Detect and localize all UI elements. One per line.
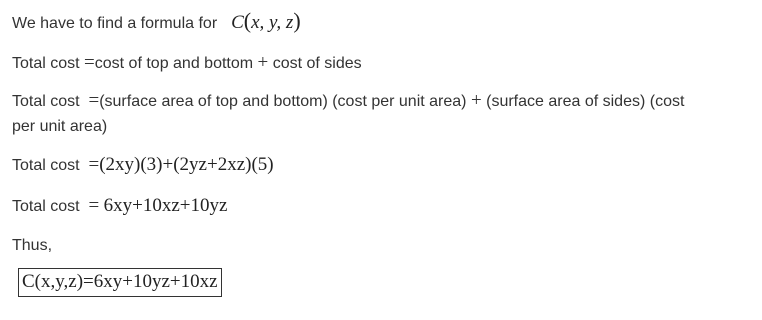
total-cost-line-1 <box>12 53 362 74</box>
equals-sign: = <box>88 90 100 111</box>
equals-sign: = <box>88 154 100 175</box>
cost-expression-expanded: (2xy)(3)+(2yz+2xz)(5) <box>99 154 274 175</box>
equals-sign: = <box>84 52 95 73</box>
function-args: x, y, z <box>251 12 294 33</box>
final-formula-box <box>18 268 222 297</box>
thus-label: Thus, <box>12 237 53 254</box>
total-cost-label: Total cost <box>12 55 80 72</box>
intro-text: We have to find a formula for <box>12 15 218 32</box>
total-cost-label: Total cost <box>12 93 80 110</box>
total-cost-line-2 <box>12 91 684 112</box>
area-sides: (surface area of sides) (cost <box>486 93 685 110</box>
intro-line <box>12 8 301 34</box>
total-cost-label: Total cost <box>12 198 80 215</box>
plus-sign: + <box>470 90 482 111</box>
total-cost-label: Total cost <box>12 157 80 174</box>
cost-top-bottom: cost of top and bottom <box>94 55 254 72</box>
plus-sign: + <box>257 52 269 73</box>
function-name: C <box>231 12 244 33</box>
total-cost-line-3 <box>12 155 274 176</box>
cost-expression-simplified: 6xy+10xz+10yz <box>103 195 228 216</box>
area-top-bottom: (surface area of top and bottom) (cost per unit area) <box>99 93 467 110</box>
total-cost-line-2-continuation: per unit area) <box>12 118 108 135</box>
intro-formula: C(x, y, z) <box>231 8 301 33</box>
total-cost-line-4 <box>12 196 227 217</box>
cost-sides: cost of sides <box>272 55 362 72</box>
equals-sign: = <box>88 195 100 216</box>
final-formula: C(x,y,z)=6xy+10yz+10xz <box>22 271 218 292</box>
